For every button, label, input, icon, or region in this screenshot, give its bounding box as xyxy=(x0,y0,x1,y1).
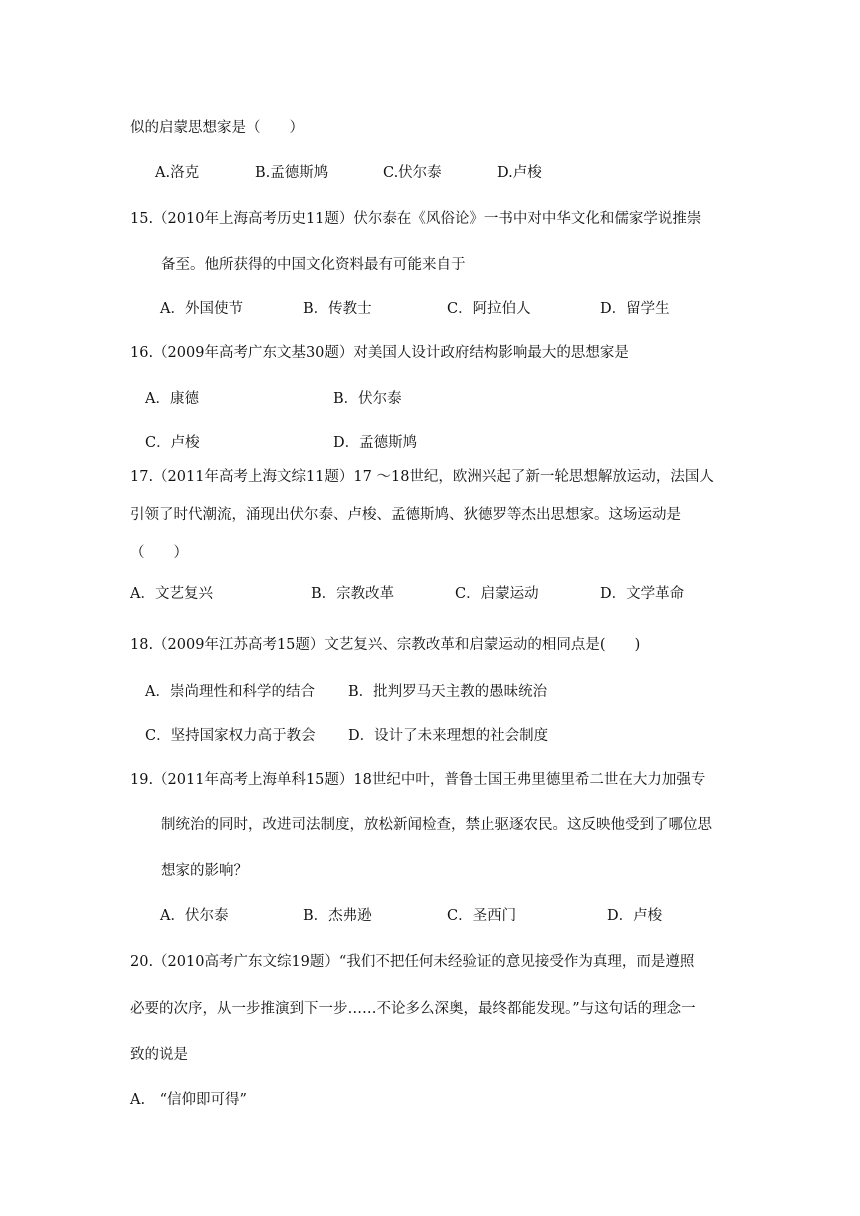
question-17-paren: （ ） xyxy=(130,545,188,561)
q15-option-a: A．外国使节 xyxy=(160,301,243,317)
q16-option-d: D．孟德斯鸠 xyxy=(333,435,418,451)
q19-option-b: B．杰弗逊 xyxy=(303,908,372,924)
question-14-stem-end: 似的启蒙思想家是（ ） xyxy=(130,120,304,136)
q18-option-b: B．批判罗马天主教的愚昧统治 xyxy=(348,684,548,700)
question-20-stem-end: 致的说是 xyxy=(130,1047,188,1063)
q16-option-b: B．伏尔泰 xyxy=(333,391,402,407)
q14-option-a: A.洛克 xyxy=(155,165,200,181)
q19-option-a: A．伏尔泰 xyxy=(160,908,229,924)
question-15-stem-cont: 备至。他所获得的中国文化资料最有可能来自于 xyxy=(161,257,466,273)
question-19-stem-end: 想家的影响？ xyxy=(161,863,248,879)
question-20-stem: 20.（2010高考广东文综19题）“我们不把任何未经验证的意见接受作为真理，而是遵照 xyxy=(130,954,695,970)
q14-option-b: B.孟德斯鸠 xyxy=(255,165,329,181)
question-20-stem-cont: 必要的次序，从一步推演到下一步……不论多么深奥，最终都能发现。”与这句话的理念一 xyxy=(130,1001,696,1017)
question-16-stem: 16.（2009年高考广东文基30题）对美国人设计政府结构影响最大的思想家是 xyxy=(130,345,629,361)
q20-option-a: A. “信仰即可得” xyxy=(130,1092,247,1108)
q14-option-d: D.卢梭 xyxy=(497,165,542,181)
question-19-stem: 19.（2011年高考上海单科15题）18世纪中叶，普鲁士国王弗里德里希二世在大力加强专 xyxy=(130,772,706,788)
question-17-stem-cont: 引领了时代潮流，涌现出伏尔泰、卢梭、孟德斯鸠、狄德罗等杰出思想家。这场运动是 xyxy=(130,507,681,523)
q18-option-c: C．坚持国家权力高于教会 xyxy=(145,728,316,744)
q16-option-a: A．康德 xyxy=(145,391,199,407)
q18-option-d: D．设计了未来理想的社会制度 xyxy=(348,728,549,744)
q17-option-d: D．文学革命 xyxy=(600,586,685,602)
q15-option-c: C．阿拉伯人 xyxy=(447,301,531,317)
q15-option-b: B．传教士 xyxy=(303,301,372,317)
q18-option-a: A．崇尚理性和科学的结合 xyxy=(145,684,315,700)
q17-option-c: C．启蒙运动 xyxy=(455,586,539,602)
q15-option-d: D．留学生 xyxy=(600,301,670,317)
q17-option-b: B．宗教改革 xyxy=(311,586,395,602)
q17-option-a: A．文艺复兴 xyxy=(130,586,213,602)
q19-option-d: D．卢梭 xyxy=(607,908,663,924)
question-17-stem: 17.（2011年高考上海文综11题）17 ～18世纪，欧洲兴起了新一轮思想解放运动，法国人 xyxy=(130,469,714,485)
q19-option-c: C．圣西门 xyxy=(447,908,517,924)
question-18-stem: 18.（2009年江苏高考15题）文艺复兴、宗教改革和启蒙运动的相同点是( ) xyxy=(130,637,641,653)
question-19-stem-cont: 制统治的同时，改进司法制度，放松新闻检查，禁止驱逐农民。这反映他受到了哪位思 xyxy=(161,817,712,833)
q16-option-c: C．卢梭 xyxy=(145,435,200,451)
q14-option-c: C.伏尔泰 xyxy=(383,165,442,181)
question-15-stem: 15.（2010年上海高考历史11题）伏尔泰在《风俗论》一书中对中华文化和儒家学说推崇 xyxy=(130,211,702,227)
